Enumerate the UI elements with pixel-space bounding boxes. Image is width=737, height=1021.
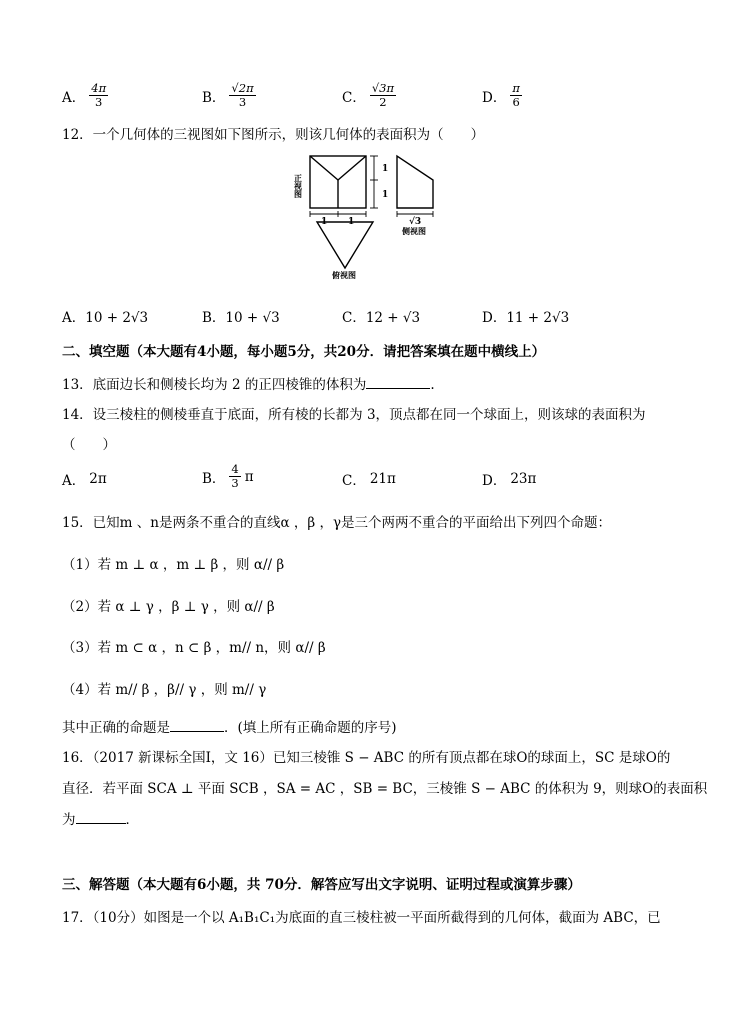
denominator: 2 xyxy=(379,95,387,109)
answer-blank xyxy=(76,811,126,824)
q15-item-4: （4）若 m// β ，β// γ ，则 m// γ xyxy=(62,682,267,698)
dim-label: 1 xyxy=(348,217,355,227)
side-view xyxy=(397,156,433,208)
q16-line3a: 为 xyxy=(62,812,76,828)
option-label: B． xyxy=(202,470,226,487)
q15-item-2: （2）若 α ⊥ γ ，β ⊥ γ ，则 α// β xyxy=(62,599,275,615)
q14-line2: （ ） xyxy=(62,437,116,453)
q13-tail: . xyxy=(430,377,435,393)
numerator: 4 xyxy=(231,462,239,476)
q15-item-3: （3）若 m ⊂ α ，n ⊂ β ，m// n，则 α// β xyxy=(62,640,326,656)
option-label: B． xyxy=(202,89,226,106)
q14-option-a xyxy=(62,469,107,489)
q15-stem: 15．已知m 、n是两条不重合的直线α ，β ，γ是三个两两不重合的平面给出下列四个命题： xyxy=(62,515,612,531)
q15-tail xyxy=(62,716,397,736)
q12-stem: 12．一个几何体的三视图如下图所示，则该几何体的表面积为（ ） xyxy=(62,127,485,143)
q14-option-c xyxy=(342,469,396,489)
option-label: D． xyxy=(482,89,507,106)
option-value: 23π xyxy=(510,471,537,487)
section-solutions-heading: 三、解答题（本大题有6小题，共 70分．解答应写出文字说明、证明过程或演算步骤） xyxy=(62,877,581,893)
q13 xyxy=(62,373,435,393)
front-view-label: 正视图 xyxy=(293,174,303,198)
denominator: 3 xyxy=(238,95,247,109)
option-label: A． xyxy=(62,473,86,489)
q14-option-b xyxy=(202,463,254,490)
q12-option-b: B．10 + √3 xyxy=(202,310,280,326)
option-label: D． xyxy=(482,473,507,489)
numerator: π xyxy=(512,81,520,95)
three-view-figure xyxy=(290,150,460,280)
numerator: √3π xyxy=(371,81,395,95)
q16-line3 xyxy=(62,808,139,828)
dim-label: 1 xyxy=(382,190,389,200)
q17-line1: 17．（10分）如图是一个以 A₁B₁C₁为底面的直三棱柱被一平面所截得到的几何体，截面为 ABC，已 xyxy=(62,910,661,926)
q14-option-d xyxy=(482,469,536,489)
option-label: A． xyxy=(62,89,86,106)
option-label: C． xyxy=(342,89,366,106)
q12-option-c: C．12 + √3 xyxy=(342,310,421,326)
q12-option-a: A．10 + 2√3 xyxy=(62,310,149,326)
denominator: 3 xyxy=(95,95,103,109)
q11-option-b xyxy=(202,82,256,109)
answer-blank xyxy=(366,376,430,389)
denominator: 6 xyxy=(512,95,520,109)
q15-tail-b: ．(填上所有正确命题的序号) xyxy=(224,720,397,736)
q13-text: 13．底面边长和侧棱长均为 2 的正四棱锥的体积为 xyxy=(62,377,367,393)
option-label: C． xyxy=(342,473,366,489)
q12-option-d: D．11 + 2√3 xyxy=(482,310,570,326)
dim-label: √3 xyxy=(409,217,422,227)
q15-item-1: （1）若 m ⊥ α ，m ⊥ β ，则 α// β xyxy=(62,557,285,573)
q11-option-c xyxy=(342,82,396,109)
option-value: 21π xyxy=(369,471,396,487)
q16-line1: 16．（2017 新课标全国Ⅰ，文 16）已知三棱锥 S − ABC 的所有顶点都在球O的球面上，SC 是球O的 xyxy=(62,750,671,766)
front-view xyxy=(310,156,366,208)
section-fill-in-heading: 二、填空题（本大题有4小题，每小题5分，共20分．请把答案填在题中横线上） xyxy=(62,344,546,360)
numerator: 4π xyxy=(91,81,107,95)
option-value: π xyxy=(244,468,254,485)
top-view xyxy=(317,222,373,268)
fraction xyxy=(229,82,255,109)
fraction xyxy=(229,463,240,490)
fraction xyxy=(510,82,522,109)
dim-label: 1 xyxy=(382,164,389,174)
top-view-label: 俯视图 xyxy=(332,271,356,280)
q15-tail-a: 其中正确的命题是 xyxy=(62,720,170,736)
q16-line2: 直径．若平面 SCA ⊥ 平面 SCB ，SA = AC ，SB = BC，三棱锥 S − ABC 的体积为 9，则球O的表面积 xyxy=(62,781,708,797)
option-value: 2π xyxy=(89,471,107,487)
q14-line1: 14．设三棱柱的侧棱垂直于底面，所有棱的长都为 3，顶点都在同一个球面上，则该球的表面积为 xyxy=(62,407,646,423)
fraction xyxy=(89,82,108,109)
q16-line3b: ． xyxy=(125,812,139,828)
dim-label: 1 xyxy=(321,217,328,227)
answer-blank xyxy=(170,719,224,732)
side-view-label: 侧视图 xyxy=(402,227,426,236)
denominator: 3 xyxy=(231,476,239,490)
fraction xyxy=(370,82,396,109)
numerator: √2π xyxy=(231,81,254,95)
q11-option-a xyxy=(62,82,108,109)
q11-option-d xyxy=(482,82,522,109)
